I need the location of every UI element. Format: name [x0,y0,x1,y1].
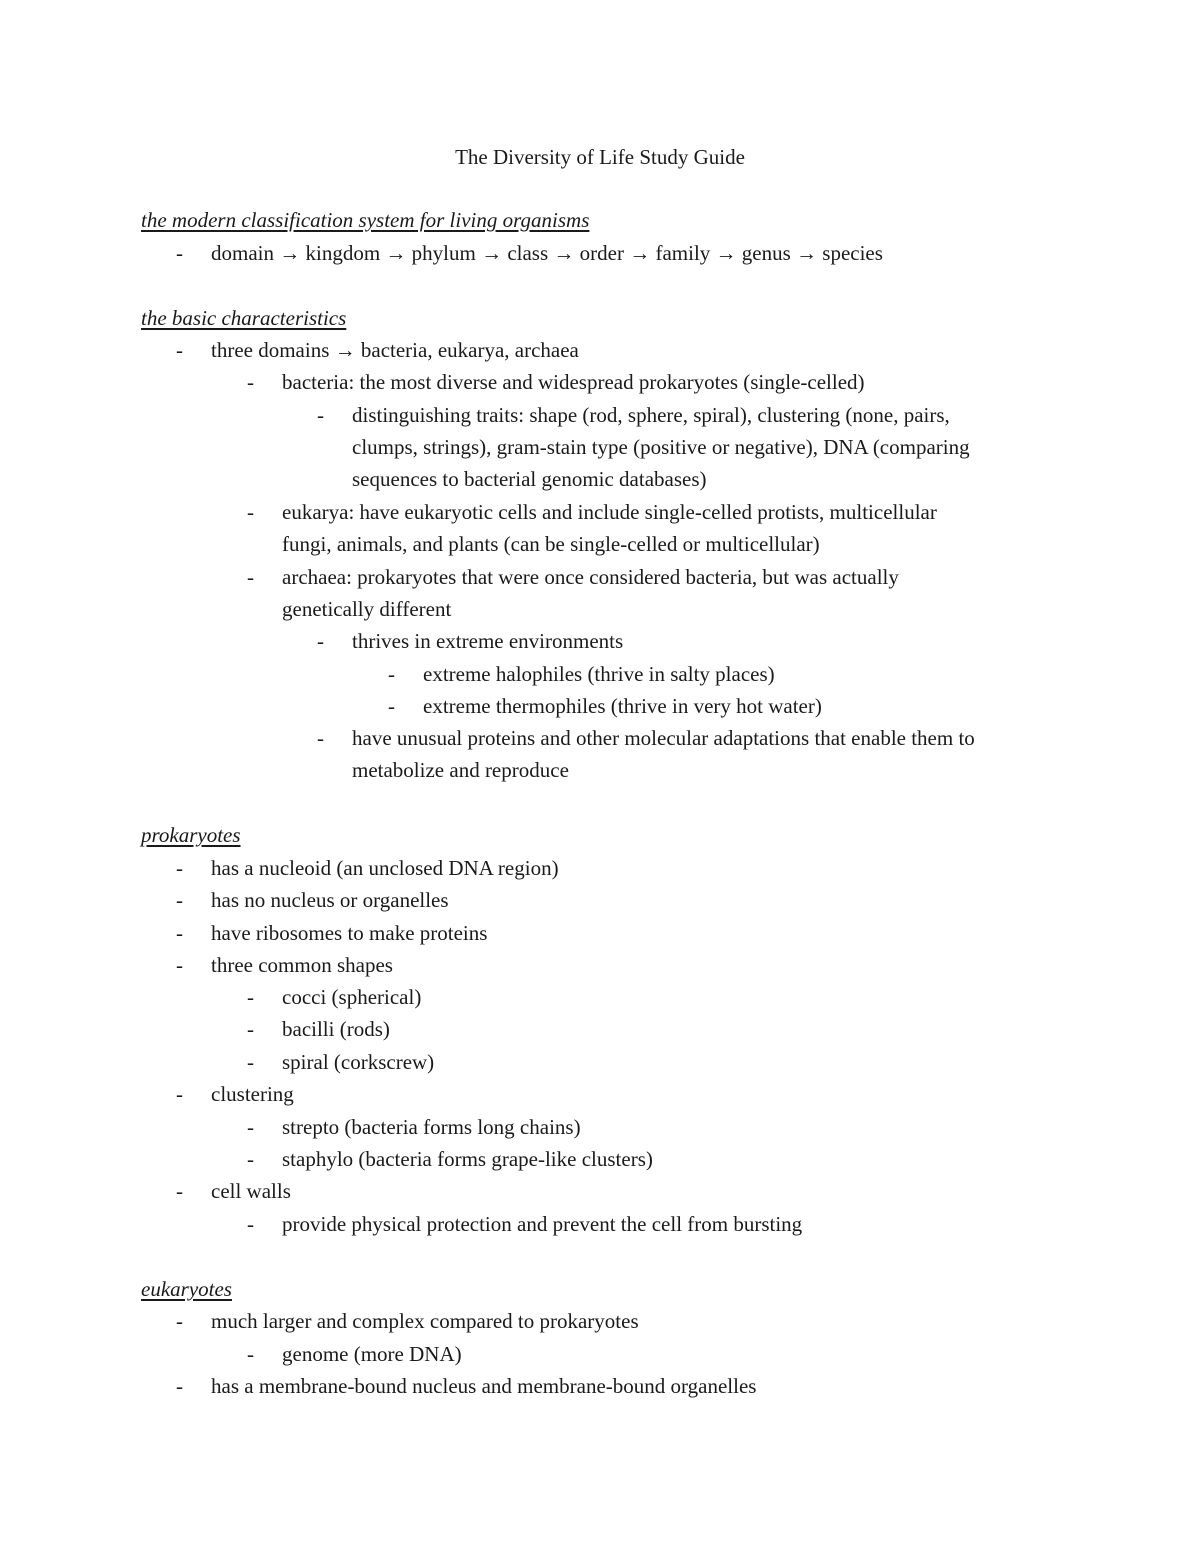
list-item-continuation: sequences to bacterial genomic databases) [352,467,707,491]
bullet-dash: - [388,694,395,718]
document-title: The Diversity of Life Study Guide [455,145,745,169]
list-item: archaea: prokaryotes that were once considered bacteria, but was actually [282,565,899,589]
list-item: bacteria: the most diverse and widespread prokaryotes (single-celled) [282,370,865,394]
bullet-dash: - [176,921,183,945]
list-item: three domains → bacteria, eukarya, archaea [211,338,579,362]
list-item: cocci (spherical) [282,985,422,1009]
bullet-dash: - [176,338,183,362]
bullet-dash: - [176,241,183,265]
bullet-dash: - [247,500,254,524]
bullet-dash: - [247,985,254,1009]
section-heading: eukaryotes [141,1277,232,1301]
bullet-dash: - [176,888,183,912]
list-item: three common shapes [211,953,393,977]
bullet-dash: - [247,1050,254,1074]
section-heading: prokaryotes [141,823,241,847]
list-item: has a membrane-bound nucleus and membrane-bound organelles [211,1374,757,1398]
list-item: much larger and complex compared to prokaryotes [211,1309,639,1333]
list-item: extreme thermophiles (thrive in very hot water) [423,694,822,718]
bullet-dash: - [247,1147,254,1171]
bullet-dash: - [247,1115,254,1139]
list-item: genome (more DNA) [282,1342,462,1366]
section-heading: the modern classification system for living organisms [141,208,590,232]
list-item: distinguishing traits: shape (rod, sphere, spiral), clustering (none, pairs, [352,403,950,427]
list-item: bacilli (rods) [282,1017,390,1041]
list-item: extreme halophiles (thrive in salty places) [423,662,775,686]
bullet-dash: - [176,1374,183,1398]
list-item: cell walls [211,1179,291,1203]
list-item-continuation: clumps, strings), gram-stain type (positive or negative), DNA (comparing [352,435,970,459]
list-item: provide physical protection and prevent the cell from bursting [282,1212,803,1236]
bullet-dash: - [176,856,183,880]
bullet-dash: - [247,1017,254,1041]
bullet-dash: - [247,1212,254,1236]
bullet-dash: - [247,1342,254,1366]
list-item: eukarya: have eukaryotic cells and include single-celled protists, multicellular [282,500,937,524]
bullet-dash: - [317,403,324,427]
list-item-continuation: genetically different [282,597,452,621]
list-item: spiral (corkscrew) [282,1050,435,1074]
list-item: clustering [211,1082,294,1106]
bullet-dash: - [388,662,395,686]
list-item: staphylo (bacteria forms grape-like clusters) [282,1147,653,1171]
list-item: has no nucleus or organelles [211,888,449,912]
list-item-continuation: metabolize and reproduce [352,758,569,782]
bullet-dash: - [176,1309,183,1333]
bullet-dash: - [317,629,324,653]
list-item: thrives in extreme environments [352,629,624,653]
bullet-dash: - [317,726,324,750]
list-item-continuation: fungi, animals, and plants (can be single-celled or multicellular) [282,532,820,556]
bullet-dash: - [247,565,254,589]
bullet-dash: - [176,1179,183,1203]
bullet-dash: - [176,953,183,977]
list-item: has a nucleoid (an unclosed DNA region) [211,856,559,880]
bullet-dash: - [176,1082,183,1106]
list-item: domain → kingdom → phylum → class → order → family → genus → species [211,241,883,265]
bullet-dash: - [247,370,254,394]
list-item: strepto (bacteria forms long chains) [282,1115,581,1139]
list-item: have ribosomes to make proteins [211,921,488,945]
list-item: have unusual proteins and other molecular adaptations that enable them to [352,726,975,750]
section-heading: the basic characteristics [141,306,347,330]
